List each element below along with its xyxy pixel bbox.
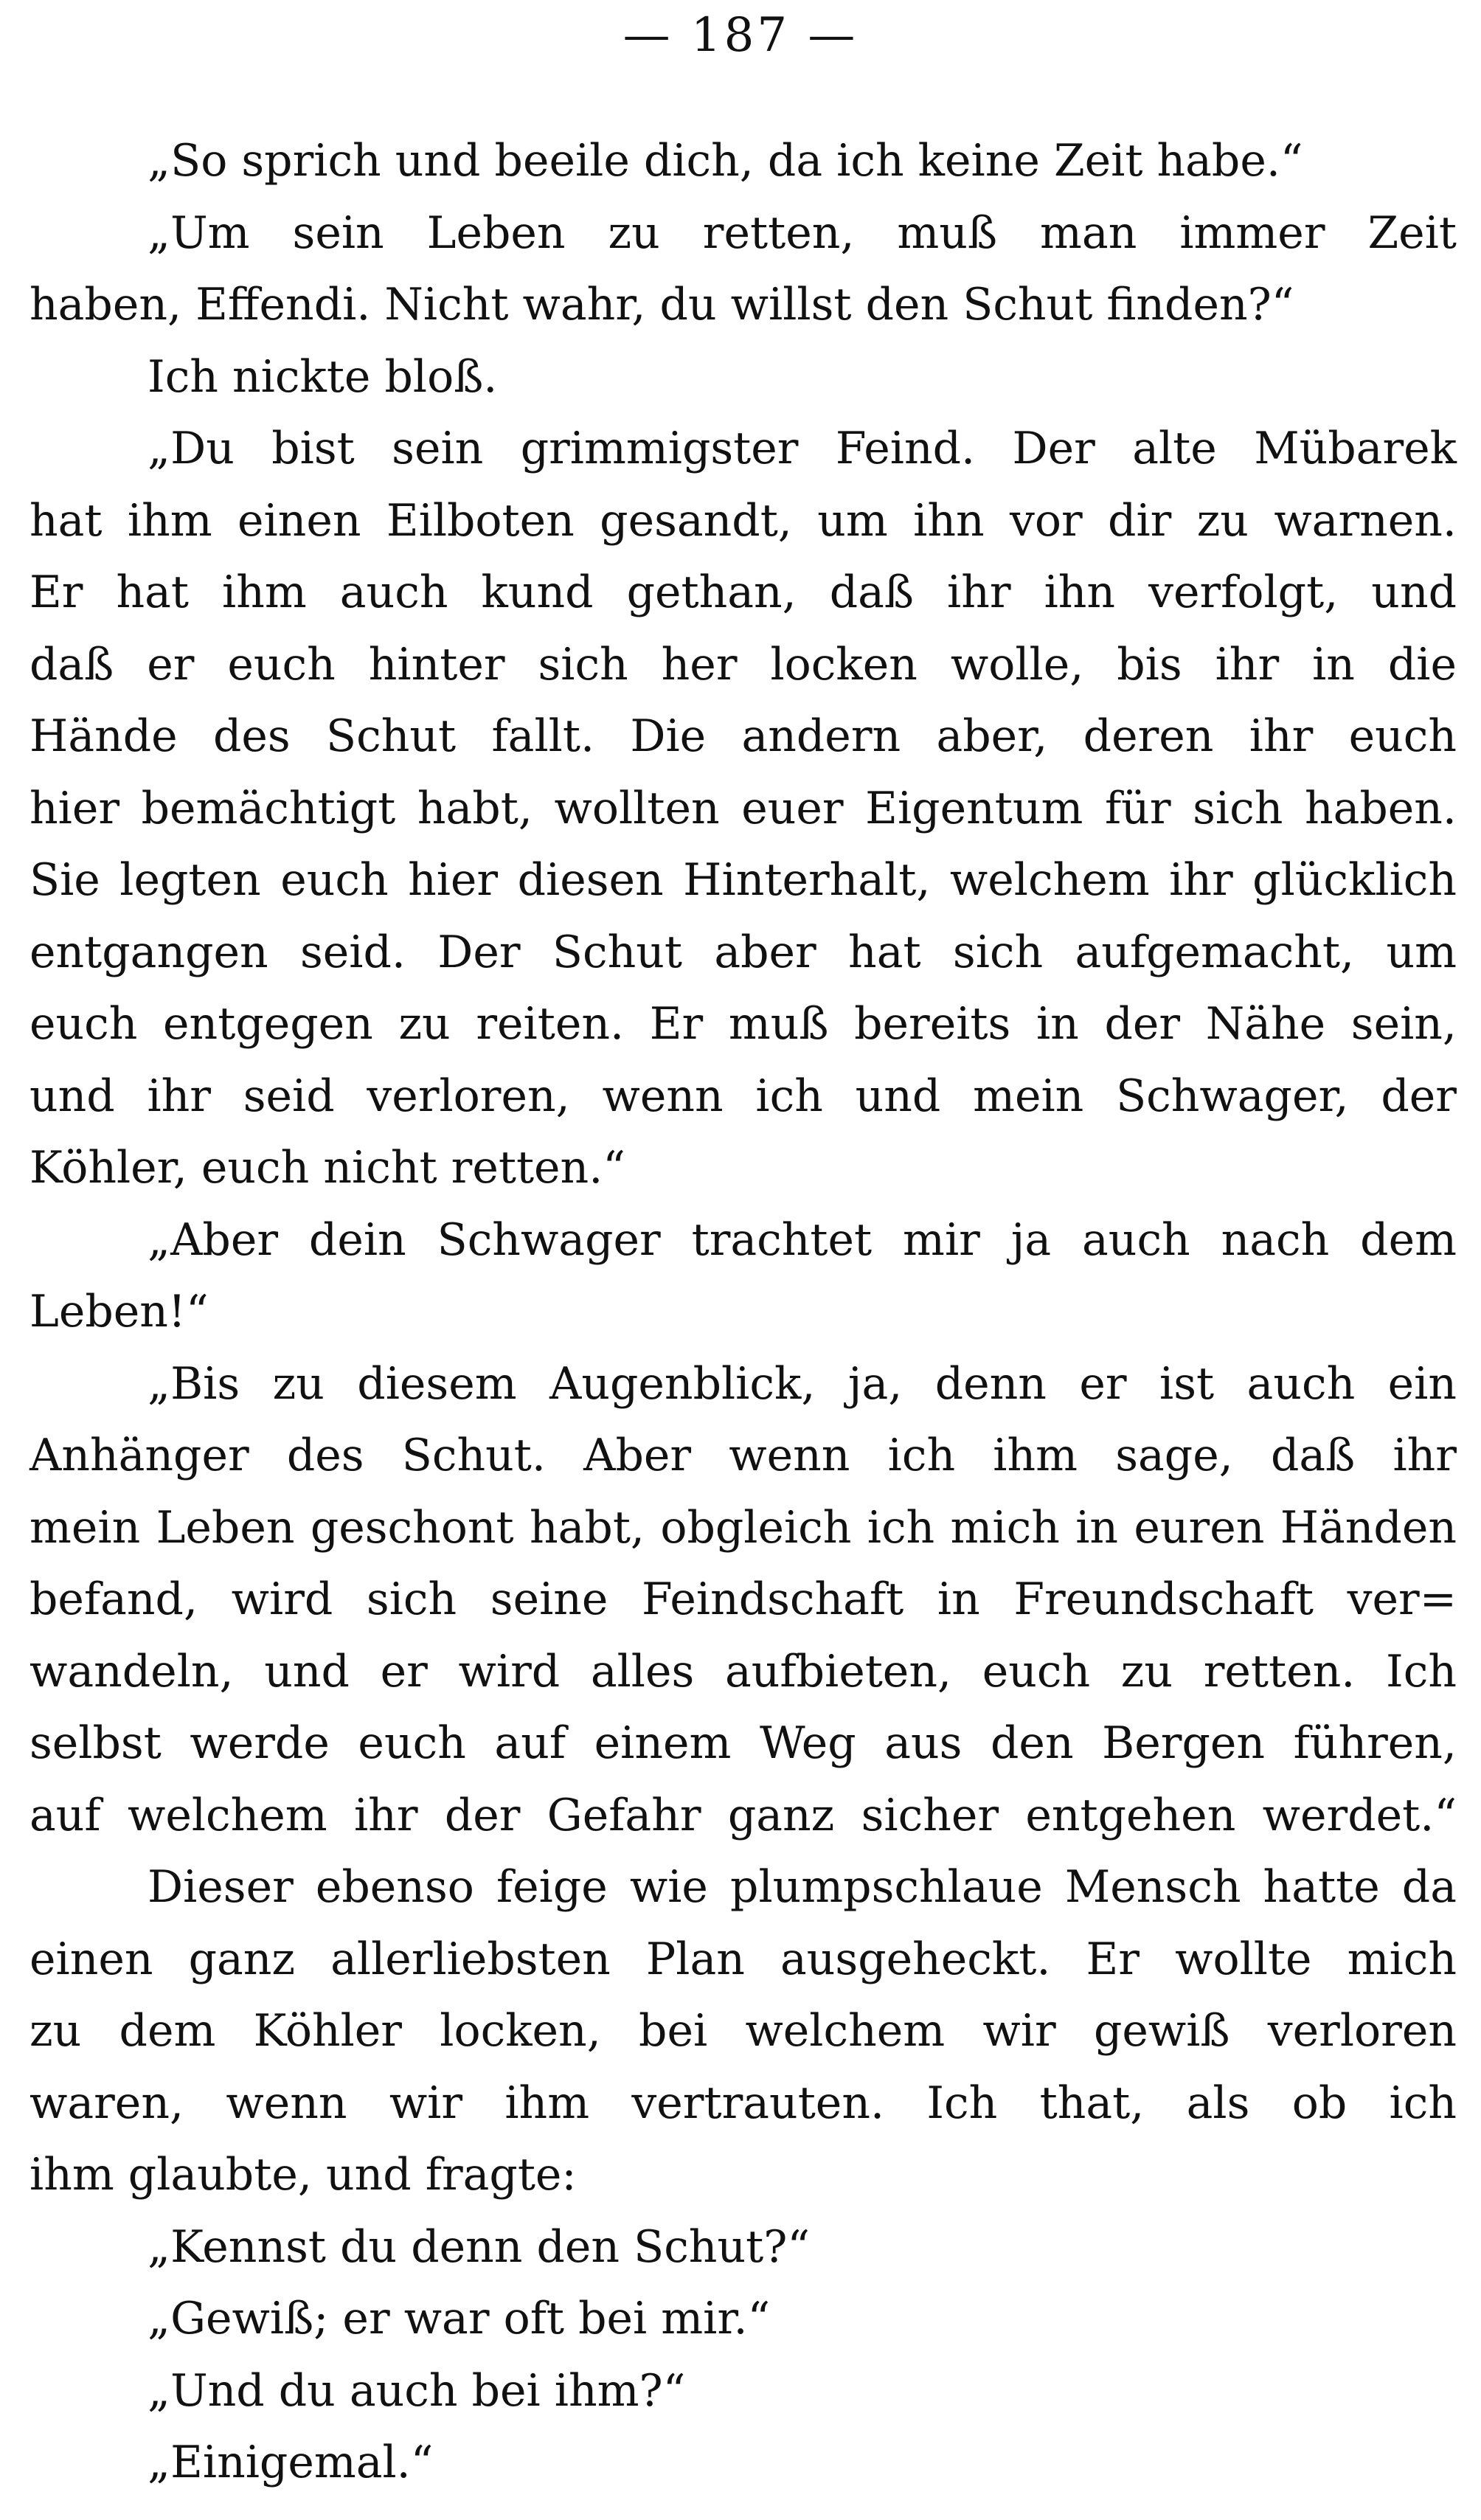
text-line: euch entgegen zu reiten. Er muß bereits in der Nähe sein,: [30, 998, 1457, 1050]
text-line: „Kennst du denn den Schut?“: [148, 2220, 811, 2273]
text-line: zu dem Köhler locken, bei welchem wir gewiß verloren: [30, 2005, 1457, 2057]
text-line: Er hat ihm auch kund gethan, daß ihr ihn verfolgt, und: [30, 567, 1457, 618]
text-line: Köhler, euch nicht retten.“: [30, 1142, 625, 1194]
text-line: daß er euch hinter sich her locken wolle, bis ihr in die: [30, 638, 1457, 690]
text-line: „Du bist sein grimmigster Feind. Der alte Mübarek: [148, 423, 1457, 474]
text-line: Sie legten euch hier diesen Hinterhalt, welchem ihr glücklich: [30, 854, 1457, 906]
page-number: — 187 —: [622, 8, 859, 63]
text-line: entgangen seid. Der Schut aber hat sich aufgemacht, um: [30, 926, 1457, 978]
text-line: „Bis zu diesem Augenblick, ja, denn er ist auch ein: [148, 1357, 1457, 1410]
text-line: „Gewiß; er war oft bei mir.“: [148, 2293, 771, 2344]
body-text: [30, 125, 1457, 2499]
text-line: hat ihm einen Eilboten gesandt, um ihn vor dir zu warnen.: [30, 494, 1457, 547]
text-line: mein Leben geschont habt, obgleich ich mich in euren Händen: [30, 1501, 1457, 1554]
text-line: und ihr seid verloren, wenn ich und mein Schwager, der: [30, 1070, 1457, 1122]
text-line: Anhänger des Schut. Aber wenn ich ihm sage, daß ihr: [30, 1430, 1457, 1481]
text-line: befand, wird sich seine Feindschaft in Freundschaft ver=: [30, 1574, 1457, 1625]
text-line: ihm glaubte, und fragte:: [30, 2149, 577, 2201]
text-line: auf welchem ihr der Gefahr ganz sicher entgehen werdet.“: [30, 1789, 1457, 1841]
text-line: „So sprich und beeile dich, da ich keine Zeit habe.“: [148, 135, 1303, 187]
text-line: „Einigemal.“: [148, 2437, 434, 2488]
text-line: selbst werde euch auf einem Weg aus den Bergen führen,: [30, 1717, 1457, 1769]
text-line: „Um sein Leben zu retten, muß man immer Zeit: [148, 207, 1457, 259]
text-line: hier bemächtigt habt, wollten euer Eigentum für sich haben.: [30, 782, 1457, 834]
text-line: waren, wenn wir ihm vertrauten. Ich that, als ob ich: [30, 2077, 1457, 2129]
text-line: Dieser ebenso feige wie plumpschlaue Mensch hatte da: [148, 1861, 1457, 1913]
text-line: Hände des Schut fallt. Die andern aber, deren ihr euch: [30, 710, 1457, 762]
text-line: „Aber dein Schwager trachtet mir ja auch nach dem: [148, 1214, 1457, 1266]
text-line: wandeln, und er wird alles aufbieten, euch zu retten. Ich: [30, 1645, 1457, 1697]
text-line: Ich nickte bloß.: [148, 350, 498, 403]
text-line: haben, Effendi. Nicht wahr, du willst den Schut finden?“: [30, 279, 1294, 330]
text-line: einen ganz allerliebsten Plan ausgeheckt. Er wollte mich: [30, 1933, 1457, 1985]
text-line: Leben!“: [30, 1286, 209, 1337]
text-line: „Und du auch bei ihm?“: [148, 2364, 686, 2417]
